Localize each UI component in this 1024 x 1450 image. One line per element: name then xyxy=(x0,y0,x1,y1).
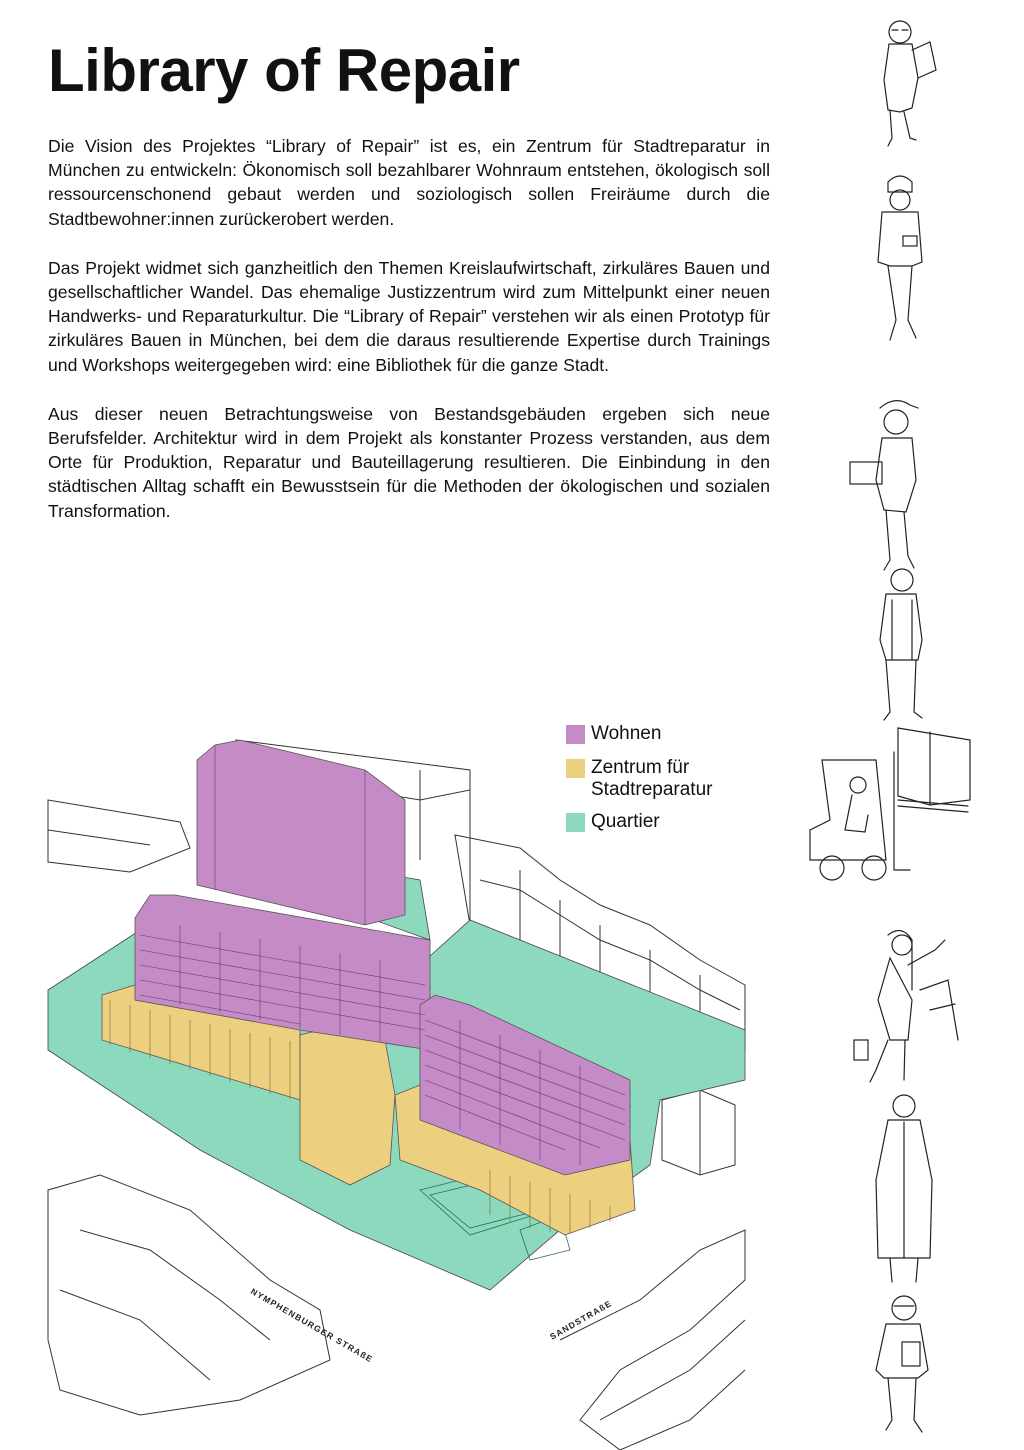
legend-swatch-wohnen xyxy=(566,725,585,744)
zentrum-center-block xyxy=(300,1025,395,1185)
legend-label-wohnen: Wohnen xyxy=(591,723,662,744)
people-illustrations xyxy=(800,0,1024,1450)
description-text xyxy=(48,134,770,548)
context-building-right-front xyxy=(662,1090,735,1175)
forklift-operator-icon xyxy=(810,728,970,880)
legend-label-quartier: Quartier xyxy=(591,811,660,832)
context-blocks-bottom-right xyxy=(560,1230,745,1450)
woman-painting-icon xyxy=(854,931,958,1082)
legend-item-zentrum xyxy=(566,757,712,801)
paragraph-project: Das Projekt widmet sich ganzheitlich den Themen Kreislaufwirtschaft, zirkuläres Bauen und gesellschaftlicher Wandel. Das ehemalige Justizzentrum wird zum Mittelpunkt einer neuen Handwerks- und Reparaturkultur. Die “Library of Repair” verstehen wir als einen Prototyp für zirkuläres Bauen in München, bei dem die daraus resultierende Expertise durch Trainings und Workshops weitergegeben wird: eine Bibliothek für die ganze Stadt. xyxy=(48,257,770,375)
person-in-labcoat-icon xyxy=(876,1095,932,1282)
page-title: Library of Repair xyxy=(48,37,520,104)
worker-with-cap-and-box-icon xyxy=(850,401,918,570)
woman-with-clipboard-icon xyxy=(884,21,936,146)
worker-in-overalls-icon xyxy=(880,569,922,720)
legend-item-wohnen xyxy=(566,723,712,745)
street-label-nymphenburger: NYMPHENBURGER STRAßE xyxy=(249,1286,375,1365)
legend-label-zentrum-line2: Stadtreparatur xyxy=(591,779,713,800)
wohnen-tower-north xyxy=(197,740,405,925)
worker-with-goggles-icon xyxy=(876,1296,928,1432)
legend-label-zentrum-line1: Zentrum für xyxy=(591,757,690,778)
context-building-left xyxy=(48,800,190,872)
legend xyxy=(566,723,712,843)
street-label-sandstrasse: SANDSTRAßE xyxy=(548,1298,614,1342)
paragraph-professions: Aus dieser neuen Betrachtungsweise von Bestandsgebäuden ergeben sich neue Berufsfelder. Architektur wird in dem Projekt als konstanter Prozess verstanden, aus dem Orte für Produktion, Reparatur und Bauteillagerung resultieren. Die Einbindung in den städtischen Alltag schafft ein Bewusstsein für die Methoden der ökologischen und sozialen Transformation. xyxy=(48,403,770,521)
context-blocks-bottom-left xyxy=(48,1175,330,1415)
worker-with-camera-icon xyxy=(878,176,922,340)
legend-label-zentrum xyxy=(591,757,712,801)
paragraph-vision: Die Vision des Projektes “Library of Repair” ist es, ein Zentrum für Stadtreparatur in München zu entwickeln: Ökonomisch soll bezahlbarer Wohnraum entstehen, ökologisch soll ressourcenschonend gebaut werden und soziologisch sollen Freiräume durch die Stadtbewohner:innen zurückerobert werden. xyxy=(48,136,770,229)
legend-swatch-zentrum xyxy=(566,759,585,778)
legend-swatch-quartier xyxy=(566,813,585,832)
legend-item-quartier xyxy=(566,811,712,833)
